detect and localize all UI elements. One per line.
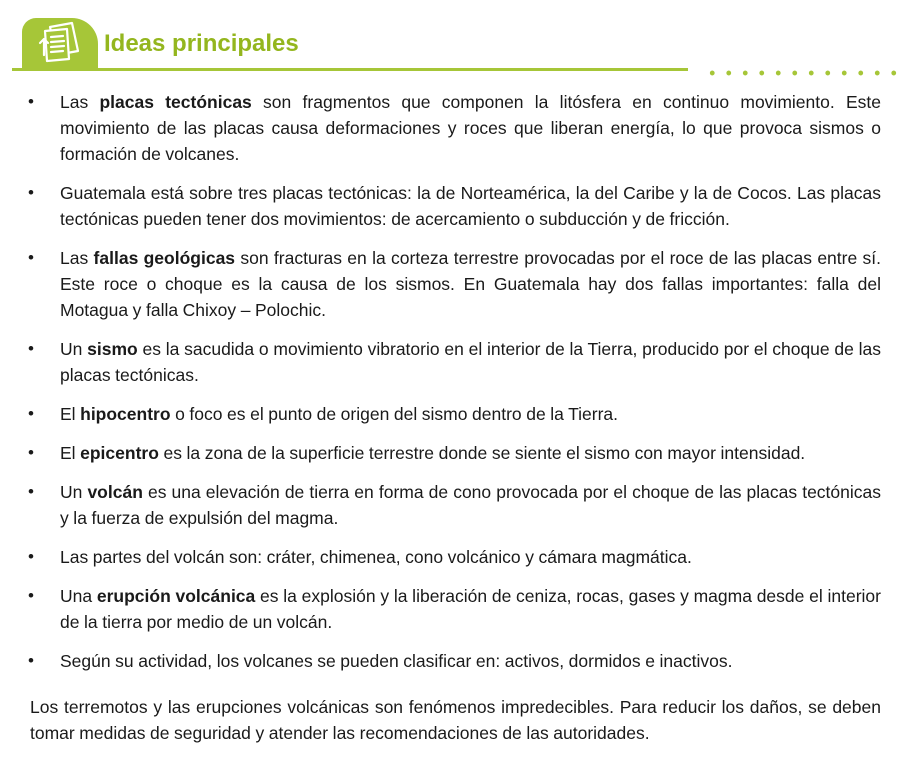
- list-item: • Un volcán es una elevación de tierra en forma de cono provocada por el choque de las placas tectónicas y la fuerza de expulsión del magma.: [24, 479, 881, 531]
- list-item: • Las partes del volcán son: cráter, chimenea, cono volcánico y cámara magmática.: [24, 544, 881, 570]
- closing-paragraph: Los terremotos y las erupciones volcánicas son fenómenos impredecibles. Para reducir los daños, se deben tomar medidas de seguridad y atender las recomendaciones de las autoridades.: [30, 697, 881, 743]
- list-item: • El epicentro es la zona de la superficie terrestre donde se siente el sismo con mayor intensidad.: [24, 440, 881, 466]
- list-item: • Una erupción volcánica es la explosión y la liberación de ceniza, rocas, gases y magma desde el interior de la tierra por medio de un volcán.: [24, 583, 881, 635]
- header-dotted-rule: [704, 70, 904, 76]
- page-title: Ideas principales: [104, 30, 299, 57]
- header-badge: [22, 18, 98, 70]
- list-item: • Un sismo es la sacudida o movimiento vibratorio en el interior de la Tierra, producido por el choque de las placas tectónicas.: [24, 336, 881, 388]
- list-item: • El hipocentro o foco es el punto de origen del sismo dentro de la Tierra.: [24, 401, 881, 427]
- main-ideas-list: [24, 89, 881, 687]
- header-underline: [12, 68, 688, 71]
- list-item: • Las fallas geológicas son fracturas en la corteza terrestre provocadas por el roce de las placas entre sí. Este roce o choque es la causa de los sismos. En Guatemala hay dos fallas importantes: falla del Motagua y falla Chixoy – Polochic.: [24, 245, 881, 323]
- list-item: • Según su actividad, los volcanes se pueden clasificar en: activos, dormidos e inactivos.: [24, 648, 881, 674]
- section-header: [0, 0, 915, 80]
- list-item: • Las placas tectónicas son fragmentos que componen la litósfera en continuo movimiento. Este movimiento de las placas causa deformaciones y roces que liberan energía, lo que provoca sismos o formación de volcanes.: [24, 89, 881, 167]
- list-item: • Guatemala está sobre tres placas tectónicas: la de Norteamérica, la del Caribe y la de Cocos. Las placas tectónicas pueden tener dos movimientos: de acercamiento o subducción y de fricción.: [24, 180, 881, 232]
